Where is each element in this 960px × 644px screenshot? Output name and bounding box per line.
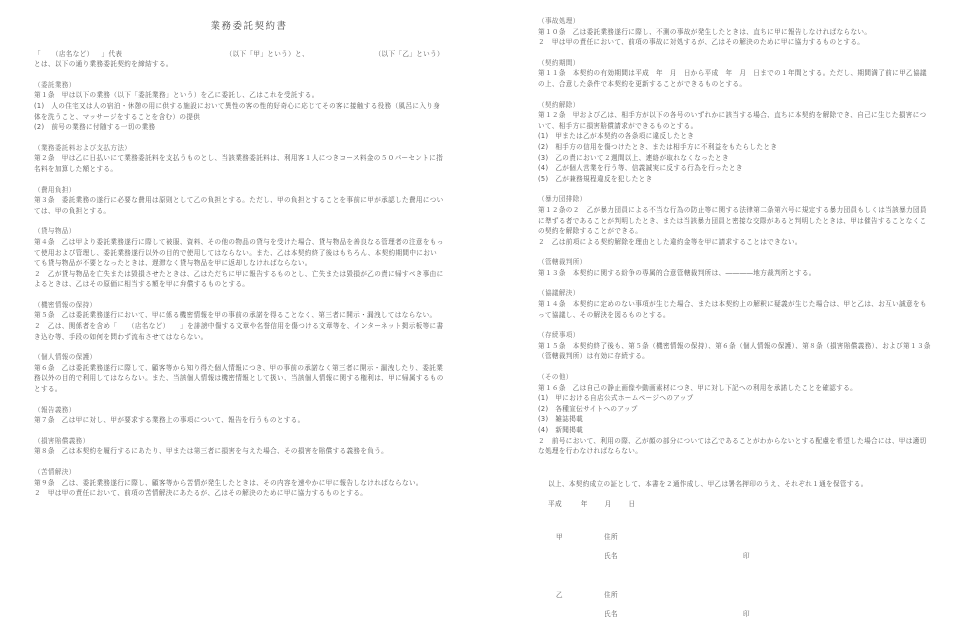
article-text: (3) 乙の責において２週間以上、連絡が取れなくなったとき <box>538 153 729 162</box>
party-a-definition: （以下「甲」という）と、 <box>225 49 309 58</box>
article-section <box>34 467 444 499</box>
date-day: 日 <box>628 500 636 509</box>
article-text: 第１３条 本契約に関する紛争の専属的合意管轄裁判所は、――――地方裁判所とする。 <box>538 268 816 277</box>
article-heading: （管轄裁判所） <box>538 258 587 267</box>
article-text: ２ 前号において、利用の際、乙が顔の部分については乙であることがわからないとする配慮を希望した場合には、甲は適切な処理を行わなければならない。 <box>538 436 927 456</box>
right-articles <box>538 16 933 457</box>
article-heading: （契約解除） <box>538 100 580 109</box>
party-b-label: 乙 <box>556 590 563 599</box>
article-text: ２ 乙は前項による契約解除を理由とした違約金等を甲に請求することはできない。 <box>538 237 802 246</box>
date-year: 年 <box>580 500 588 509</box>
signature-block-party-b <box>538 582 933 644</box>
article-text: (4) 新聞掲載 <box>538 426 584 434</box>
article-text: ２ 乙は、関係者を含め「 （店名など） 」を誹謗中傷する文章や名誉信用を傷つける文章等を、インターネット掲示板等に書き込む等、手段の如何を問わず流布させてはならない。 <box>34 322 444 341</box>
article-heading: （その他） <box>538 373 573 382</box>
article-heading: （暴力団排除） <box>538 195 587 204</box>
date-month: 月 <box>604 500 612 509</box>
article-section <box>34 352 444 394</box>
article-section <box>538 372 933 457</box>
article-text: 第１５条 本契約終了後も、第５条（機密情報の保持）、第６条（個人情報の保護）、第８条（損害賠償義務）、および第１３条（管轄裁判所）は有効に存続する。 <box>538 341 931 361</box>
article-text: ２ 乙が貸与物品を亡失または毀損させたときは、乙はただちに甲に報告するものとし、亡失または毀損が乙の責に帰すべき事由によるときは、乙はその原価に相当する額を甲に弁償するものとする。 <box>34 269 444 289</box>
article-text: ２ 甲は甲の責任において、前項の事故に対処するが、乙はその解決のために甲に協力するものとする。 <box>538 38 865 47</box>
article-heading: （事故処理） <box>538 17 580 25</box>
article-heading: （個人情報の保護） <box>34 353 97 362</box>
article-text: (2) 前号の業務に付随する一切の業務 <box>34 123 156 132</box>
party-b-seal-mark: 印 <box>743 609 750 618</box>
article-heading: （報告義務） <box>34 405 76 414</box>
article-text: (1) 甲または乙が本契約の各条項に違反したとき <box>538 132 695 141</box>
article-section <box>538 58 933 90</box>
article-section <box>34 226 444 290</box>
article-heading: （苦情解決） <box>34 468 76 476</box>
article-text: (2) 各種宣伝サイトへのアップ <box>538 404 638 413</box>
article-text: 第１条 甲は以下の業務（以下「委託業務」という）を乙に委託し、乙はこれを受託する。 <box>34 91 319 100</box>
article-text: 第１１条 本契約の有効期間は平成 年 月 日から平成 年 月 日までの１年間とする。ただし、期間満了前に甲乙協議の上、合意した条件で本契約を更新することができるものとする。 <box>538 69 927 88</box>
signature-block-party-a <box>538 524 933 586</box>
article-text: 第４条 乙は甲より委託業務遂行に際して被服、資料、その他の物品の貸与を受けた場合、貸与物品を善良なる管理者の注意をもって使用および管理し、委託業務遂行以外の目的で使用してはならない。また、乙は本契約終了後はもちろん、本契約期間中においても貸与物品が不要となったときは、遅滞なく貸与物品を甲に返却しなければならない。 <box>34 237 444 268</box>
article-heading: （協議解決） <box>538 289 580 298</box>
article-section <box>34 143 444 175</box>
article-text: 第１４条 本契約に定めのない事項が生じた場合、または本契約上の解釈に疑義が生じた場合は、甲と乙は、お互い誠意をもって協議し、その解決を図るものとする。 <box>538 300 927 319</box>
article-section <box>538 16 933 48</box>
party-b-definition: （以下「乙」という） <box>374 49 444 58</box>
party-b-name-label: 氏名 <box>604 609 618 618</box>
article-section <box>34 436 444 457</box>
article-text: 第７条 乙は甲に対し、甲が要求する業務上の事項について、報告を行うものとする。 <box>34 416 305 425</box>
article-text: (5) 乙が兼務規程違反を犯したとき <box>538 174 653 183</box>
article-heading: （損害賠償義務） <box>34 436 90 445</box>
article-section <box>538 100 933 185</box>
party-a-open-bracket: 「 <box>34 49 41 58</box>
article-section <box>538 257 933 278</box>
article-section <box>34 80 444 133</box>
article-text: (4) 乙が個人営業を行う等、信義誠実に反する行為を行ったとき <box>538 164 743 173</box>
article-text: 第９条 乙は、委託業務遂行に際し、顧客等から苦情が発生したときは、その内容を速やかに甲に報告しなければならない。 <box>34 478 423 487</box>
article-text: 第１０条 乙は委託業務遂行に際し、不測の事故が発生したときは、直ちに甲に報告しなければならない。 <box>538 27 872 36</box>
article-heading: （契約期間） <box>538 58 580 67</box>
party-a-representative: 」代表 <box>101 49 123 58</box>
article-text: ２ 甲は甲の責任において、前項の苦情解決にあたるが、乙はその解決のために甲に協力するものとする。 <box>34 489 368 498</box>
party-a-seal-mark: 印 <box>743 551 750 560</box>
parties-line <box>34 49 444 60</box>
article-text: 第２条 甲は乙に日払いにて業務委託料を支払うものとし、当該業務委託料は、利用客１人につきコース料金の５０パーセントに指名料を加算した額とする。 <box>34 154 444 173</box>
party-b-address-label: 住所 <box>604 590 618 599</box>
date-line <box>538 499 933 510</box>
article-text: (1) 甲における自店公式ホームページへのアップ <box>538 394 694 403</box>
article-heading: （業務委託料および支払方法） <box>34 143 132 152</box>
closing-statement: 以上、本契約成立の証として、本書を２通作成し、甲乙は署名押印のうえ、それぞれ１通を保管する。 <box>548 479 868 488</box>
article-text: 第１６条 乙は自己の静止画像や動画素材につき、甲に対し下記への利用を承諾したことを確認する。 <box>538 383 858 392</box>
article-text: 第５条 乙は委託業務遂行において、甲に係る機密情報を甲の事前の承諾を得ることなく、第三者に開示・漏洩してはならない。 <box>34 311 437 320</box>
article-section <box>538 330 933 362</box>
article-heading: （費用負担） <box>34 185 76 194</box>
party-a-label: 甲 <box>556 532 563 541</box>
article-text: 第６条 乙は委託業務遂行に際して、顧客等から知り得た個人情報につき、甲の事前の承諾なく第三者に開示・漏洩したり、委託業務以外の目的で利用してはならない。また、当該個人情報は機密情報として扱い、当該個人情報に関する権利は、甲に帰属するものとする。 <box>34 363 444 394</box>
article-section <box>538 288 933 320</box>
left-articles <box>34 80 444 499</box>
article-text: (2) 相手方の信用を傷つけたとき、または相手方に不利益をもたらしたとき <box>538 142 778 151</box>
article-heading: （機密情報の保持） <box>34 300 97 309</box>
document-title: 業務委託契約書 <box>210 21 288 32</box>
date-era: 平成 <box>548 500 562 509</box>
article-section <box>34 405 444 426</box>
party-a-placeholder: （店名など） <box>51 49 94 58</box>
party-a-address-label: 住所 <box>604 532 618 541</box>
article-text: (1) 人の住宅又は人の宿泊・休憩の用に供する施設において異性の客の性的好奇心に応じてその客に接触する役務（風呂に入り身体を洗うこと、マッサージをすることを含む）の提供 <box>34 101 441 121</box>
article-section <box>34 185 444 217</box>
contract-page-1 <box>34 0 444 576</box>
article-heading: （貸与物品） <box>34 227 76 236</box>
contract-page-2 <box>538 0 933 618</box>
article-text: 第３条 委託業務の遂行に必要な費用は原則として乙の負担とする。ただし、甲の負担とすることを事前に甲が承認した費用については、甲の負担とする。 <box>34 196 444 215</box>
article-text: 第１２条の２ 乙が暴力団員による不当な行為の防止等に関する法律第二条第六号に規定する暴力団員もしくは当該暴力団員に準ずる者であることが判明したとき、または当該暴力団員と密接な交際があると判明したときは、甲は催告することなくこの契約を解除することができる。 <box>538 205 927 236</box>
article-heading: （存続事項） <box>538 331 580 340</box>
party-a-name-label: 氏名 <box>604 551 618 560</box>
article-heading: （委託業務） <box>34 80 76 89</box>
article-text: (3) 雑誌掲載 <box>538 415 584 424</box>
article-text: 第８条 乙は本契約を履行するにあたり、甲または第三者に損害を与えた場合、その損害を賠償する義務を負う。 <box>34 447 389 456</box>
article-section <box>34 300 444 342</box>
article-section <box>538 194 933 247</box>
article-text: 第１２条 甲および乙は、相手方が以下の各号のいずれかに該当する場合、直ちに本契約を解除でき、自己に生じた損害について、相手方に損害賠償請求ができるものとする。 <box>538 111 927 130</box>
intro-line: とは、以下の通り業務委託契約を締結する。 <box>34 60 173 69</box>
